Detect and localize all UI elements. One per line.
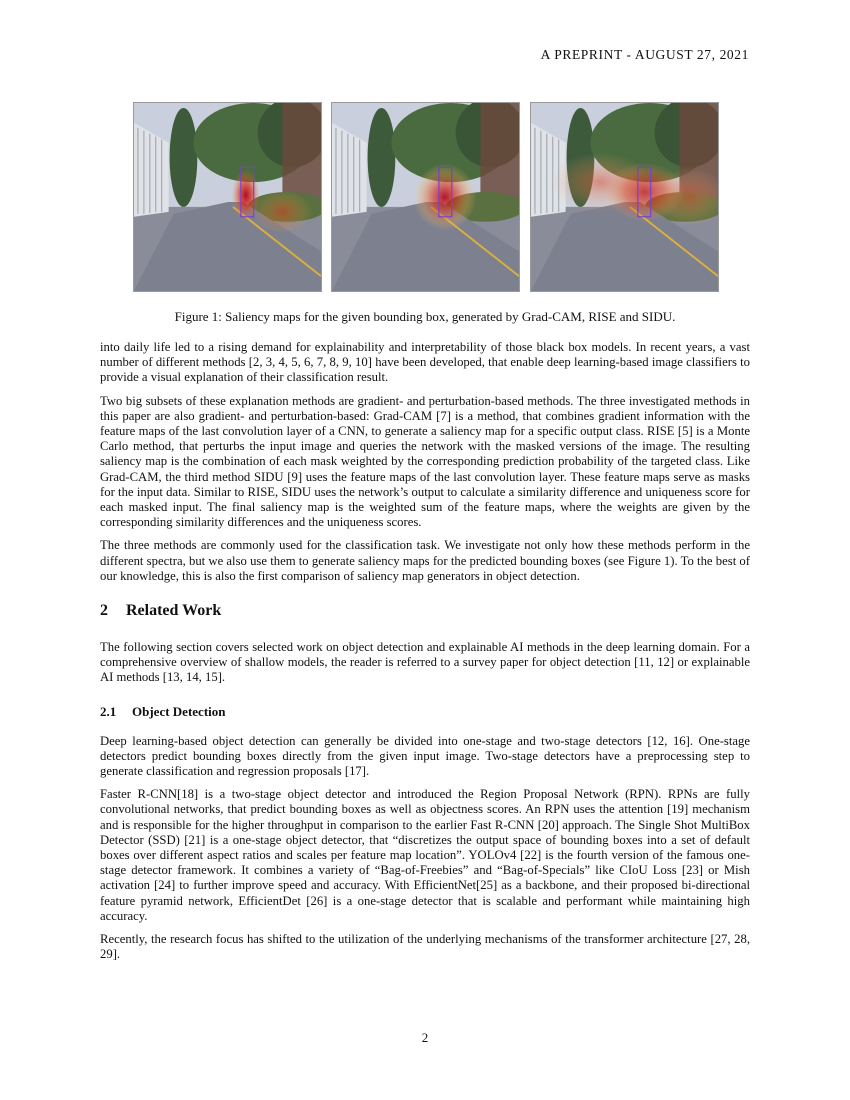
section-title: Related Work xyxy=(126,602,222,620)
section-heading xyxy=(100,602,750,620)
body-text xyxy=(100,340,750,971)
paragraph: Recently, the research focus has shifted to the utilization of the underlying mechanisms of the transformer architecture [27, 28, 29]. xyxy=(100,932,750,962)
section-number: 2 xyxy=(100,602,108,620)
saliency-image-gradcam xyxy=(133,102,322,292)
figure-1 xyxy=(133,102,720,292)
running-header: A PREPRINT - AUGUST 27, 2021 xyxy=(540,47,749,62)
paragraph: The following section covers selected work on object detection and explainable AI methods in the deep learning domain. For a comprehensive overview of shallow models, the reader is referred to a survey paper for object detection [11, 12] or explainable AI methods [13, 14, 15]. xyxy=(100,640,750,685)
page-number: 2 xyxy=(421,1030,429,1045)
paragraph: into daily life led to a rising demand for explainability and interpretability of those black box models. In recent years, a vast number of different methods [2, 3, 4, 5, 6, 7, 8, 9, 10] have been developed, that enable deep learning-based image classifiers to provide a visual explanation of their classification result. xyxy=(100,340,750,385)
saliency-image-rise xyxy=(331,102,520,292)
subsection-number: 2.1 xyxy=(100,703,117,719)
paragraph: Two big subsets of these explanation methods are gradient- and perturbation-based methods. The three investigated methods in this paper are also gradient- and perturbation-based: Grad-CAM [7] is a method, that combines gradient information with the feature maps of the last convolution layer of a CNN, to generate a saliency map for a specific output class. RISE [5] is a Monte Carlo method, that perturbs the input image and queries the network with the masked versions of the image. The resulting saliency map is the combination of each mask weighted by the corresponding prediction probability of the targeted class. Like Grad-CAM, the third method SIDU [9] uses the feature maps of the last convolution layer. These feature maps serve as masks for the input data. Similar to RISE, SIDU uses the network’s output to calculate a similarity difference and uniqueness score for each masked input. The final saliency map is the weighted sum of the feature maps, where the weights are given by the corresponding similarity differences and the uniqueness scores. xyxy=(100,393,750,530)
figure-caption: Figure 1: Saliency maps for the given bounding box, generated by Grad-CAM, RISE and SIDU. xyxy=(174,309,676,324)
paragraph: The three methods are commonly used for the classification task. We investigate not only how these methods perform in the different spectra, but we also use them to generate saliency maps for the predicted bounding boxes (see Figure 1). To the best of our knowledge, this is also the first comparison of saliency map generators in object detection. xyxy=(100,538,750,583)
subsection-title: Object Detection xyxy=(132,703,226,719)
paragraph: Deep learning-based object detection can generally be divided into one-stage and two-stage detectors [12, 16]. One-stage detectors predict bounding boxes directly from the given input image. Two-stage detectors have a preprocessing step to generate classification and regression proposals [17]. xyxy=(100,733,750,779)
saliency-image-sidu xyxy=(530,102,719,292)
street-scene-gradcam xyxy=(134,103,321,291)
subsection-heading xyxy=(100,704,750,720)
paragraph: Faster R-CNN[18] is a two-stage object detector and introduced the Region Proposal Network (RPN). RPNs are fully convolutional networks, that predict bounding boxes as well as objectness scores. An RPN uses the attention [19] mechanism and is responsible for the higher throughput in comparison to the earlier Fast R-CNN [20] approach. The Single Shot MultiBox Detector (SSD) [21] is a one-stage object detector, that “discretizes the output space of bounding boxes into a set of default boxes over different aspect ratios and scales per feature map location”. YOLOv4 [22] is the fourth version of the famous one-stage detector framework. It combines a variety of “Bag-of-Freebies” and “Bag-of-Specials” like CIoU Loss [23] or Mish activation [24] to further improve speed and accuracy. With EfficientNet[25] as a backbone, and their proposed bi-directional feature pyramid network, EfficientDet [26] is a one-stage detector that is scalable and performant while maintaining high accuracy. xyxy=(100,787,750,923)
street-scene-sidu xyxy=(531,103,718,291)
street-scene-rise xyxy=(332,103,519,291)
